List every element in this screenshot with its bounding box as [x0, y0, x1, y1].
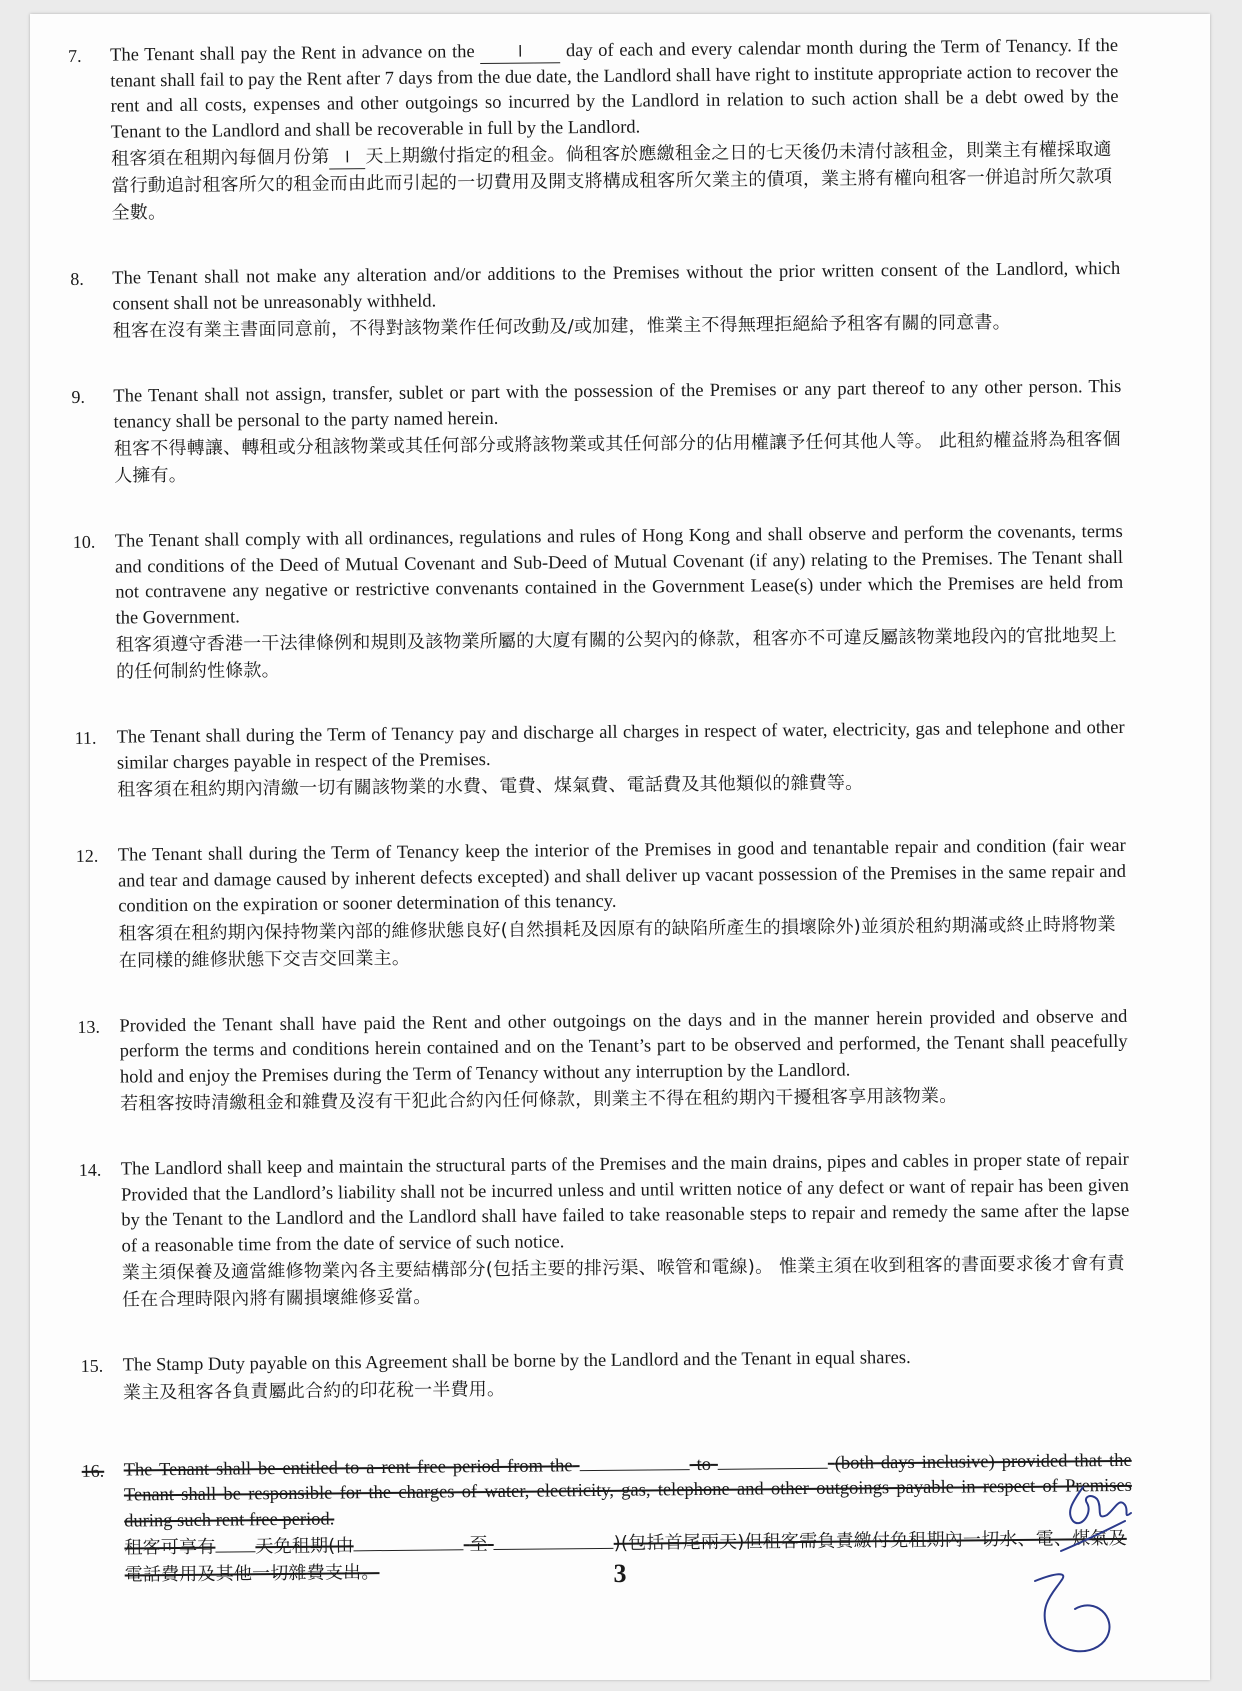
clause-body	[119, 1004, 1128, 1117]
day-blank-chinese: l	[329, 148, 365, 169]
chinese-text-part: 天免租期(由	[255, 1535, 354, 1558]
clause-15	[81, 1344, 1131, 1407]
clause-7	[68, 34, 1120, 227]
clause-chinese-text: 業主及租客各負責屬此合約的印花稅一半費用。	[122, 1378, 506, 1404]
clause-9	[71, 375, 1122, 490]
chinese-text-part: 租客可享有	[124, 1536, 216, 1559]
english-text-part: (both days inclusive) provided that the Tenant shall be responsible for the charges of water, electricity, gas, telephone and other outgoings payable in respect of Premises during such rent free period.	[123, 1450, 1132, 1532]
clause-chinese-text: 租客須在租約期內清繳一切有關該物業的水費、電費、煤氣費、電話費及其他類似的雜費等。	[117, 772, 864, 801]
clause-10	[73, 520, 1124, 686]
day-blank: l	[480, 42, 560, 64]
clause-english-text: The Tenant shall during the Term of Tenancy keep the interior of the Premises in good and tenantable repair and condition (fair wear and tear and damage caused by inherent defects excepted) and shall deliver up vacant possession of the Premises in the same repair and condition on the expiration or sooner determination of this tenancy.	[117, 835, 1127, 917]
start-date-blank	[580, 1469, 690, 1471]
clause-body	[118, 834, 1127, 974]
end-date-blank-chinese	[494, 1548, 614, 1550]
page-number: 3	[613, 1559, 627, 1588]
clause-english-text: The Tenant shall comply with all ordinances, regulations and rules of Hong Kong and shall observe and perform the covenants, terms and conditions of the Deed of Mutual Covenant and Sub-Deed of Mutual Covenant (if any) relating to the Premises. The Tenant shall not contravene any negative or restrictive convenants contained in the Government Lease(s) under which the Premises are held from the Government.	[114, 521, 1124, 629]
clause-13	[77, 1004, 1128, 1118]
clause-chinese-text: 租客須在租約期內保持物業內部的維修狀態良好(自然損耗及因原有的缺陷所產生的損壞除外)並須於租約期滿或終止時將物業在同樣的維修狀態下交吉交回業主。	[118, 913, 1116, 972]
clause-number: 13.	[77, 1016, 101, 1037]
clause-number: 7.	[68, 45, 82, 66]
clause-chinese-text: 租客不得轉讓、轉租或分租該物業或其任何部分或將該物業或其任何部分的佔用權讓予任何其他人等。 此租約權益將為租客個人擁有。	[113, 428, 1121, 487]
end-date-blank	[718, 1467, 828, 1469]
clause-number: 8.	[70, 268, 84, 289]
chinese-text-part: )(包括首尾兩天)但租客需負責繳付免租期內一切水、電、煤氣及電話費用及其他一切雜費支出。	[124, 1527, 1127, 1586]
clause-8	[70, 257, 1121, 345]
clause-11	[75, 716, 1126, 804]
clause-chinese-text	[111, 136, 1120, 227]
clause-body	[113, 375, 1122, 490]
clause-body	[123, 1344, 1131, 1406]
clause-english-text: The Tenant shall not make any alteration and/or additions to the Premises without the prior written consent of the Landlord, which consent shall not be unreasonably withheld.	[112, 258, 1121, 315]
clause-english-text: The Landlord shall keep and maintain the structural parts of the Premises and the main drains, pipes and cables in proper state of repair Provided that the Landlord’s liability shall not be incurred unless and until written notice of any defect or want of repair has been given by the Tenant to the Landlord and the Landlord shall have failed to take reasonable steps to repair and remedy the same after the lapse of a reasonable time from the date of service of such notice.	[120, 1149, 1130, 1257]
chinese-text-part: 天上期繳付指定的租金。倘租客於應繳租金之日的七天後仍未清付該租金，則業主有權採取適當行動追討租客所欠的租金而由此而引起的一切費用及開支將構成租客所欠業主的債項，業主將有權向租客一併追討所欠款項全數。	[111, 138, 1113, 224]
document-page	[30, 14, 1210, 1680]
clause-chinese-text: 租客須遵守香港一干法律條例和規則及該物業所屬的大廈有關的公契內的條款，租客亦不可違反屬該物業地段內的官批地契上的任何制約性條款。	[115, 624, 1117, 683]
clause-number: 14.	[78, 1159, 102, 1180]
english-text-part: day of each and every calendar month during the Term of Tenancy. If the tenant shall fail to pay the Rent after 7 days from the due date, the Landlord shall have right to institute appropriate action to recover the rent and all costs, expenses and other outgoings so incurred by the Landlord in relation to such action shall be a debt owed by the Tenant to the Landlord and shall be recoverable in full by the Landlord.	[110, 35, 1119, 143]
clause-body	[121, 1148, 1130, 1314]
clause-english-text: Provided the Tenant shall have paid the Rent and other outgoings on the days and in the manner herein provided and observe and perform the terms and conditions herein contained and on the Tenant’s part to be observed and performed, the Tenant shall peacefully hold and enjoy the Premises during the Term of Tenancy without any interruption by the Landlord.	[119, 1006, 1128, 1088]
chinese-text-part: 租客須在租期內每個月份第	[111, 146, 330, 170]
clause-14	[79, 1148, 1130, 1314]
clause-number: 16.	[81, 1460, 105, 1481]
clause-english-text	[110, 34, 1119, 146]
clause-english-text: The Tenant shall not assign, transfer, sublet or part with the possession of the Premises or any part thereof to any other person. This tenancy shall be personal to the party named herein.	[113, 376, 1122, 433]
clause-chinese-text: 若租客按時清繳租金和雜費及沒有干犯此合約內任何條款，則業主不得在租約期內干擾租客享用該物業。	[120, 1085, 958, 1115]
start-date-blank-chinese	[354, 1549, 464, 1551]
days-blank	[215, 1551, 255, 1552]
clause-body	[117, 716, 1126, 804]
clause-body	[115, 520, 1124, 686]
english-text-part: to	[696, 1454, 712, 1475]
clause-english-text: The Stamp Duty payable on this Agreement shall be borne by the Landlord and the Tenant in equal shares.	[122, 1347, 911, 1376]
clause-chinese-text: 業主須保養及適當維修物業內各主要結構部分(包括主要的排污渠、喉管和電線)。 惟業主須在收到租客的書面要求後才會有責任在合理時限內將有關損壞維修妥當。	[121, 1252, 1126, 1311]
chinese-text-part: 至	[469, 1534, 488, 1556]
clause-number: 12.	[75, 845, 99, 866]
clause-number: 15.	[80, 1355, 104, 1376]
english-text-part: The Tenant shall pay the Rent in advance on the	[110, 42, 475, 66]
clause-body	[110, 34, 1120, 227]
clause-chinese-text: 租客在沒有業主書面同意前，不得對該物業作任何改動及/或加建，惟業主不得無理拒絕給予租客有關的同意書。	[112, 311, 1011, 342]
clause-english-text	[124, 1448, 1133, 1534]
clauses-content	[68, 34, 1133, 1629]
clause-english-text: The Tenant shall during the Term of Tenancy pay and discharge all charges in respect of water, electricity, gas and telephone and other similar charges payable in respect of the Premises.	[116, 717, 1125, 774]
english-text-part: The Tenant shall be entitled to a rent free period from the	[123, 1455, 573, 1481]
clause-number: 9.	[71, 386, 85, 407]
clause-number: 10.	[72, 531, 96, 552]
clause-12	[76, 834, 1127, 975]
handwritten-signature-initials	[1025, 1469, 1185, 1669]
clause-number: 11.	[74, 727, 97, 748]
clause-body	[112, 257, 1121, 345]
